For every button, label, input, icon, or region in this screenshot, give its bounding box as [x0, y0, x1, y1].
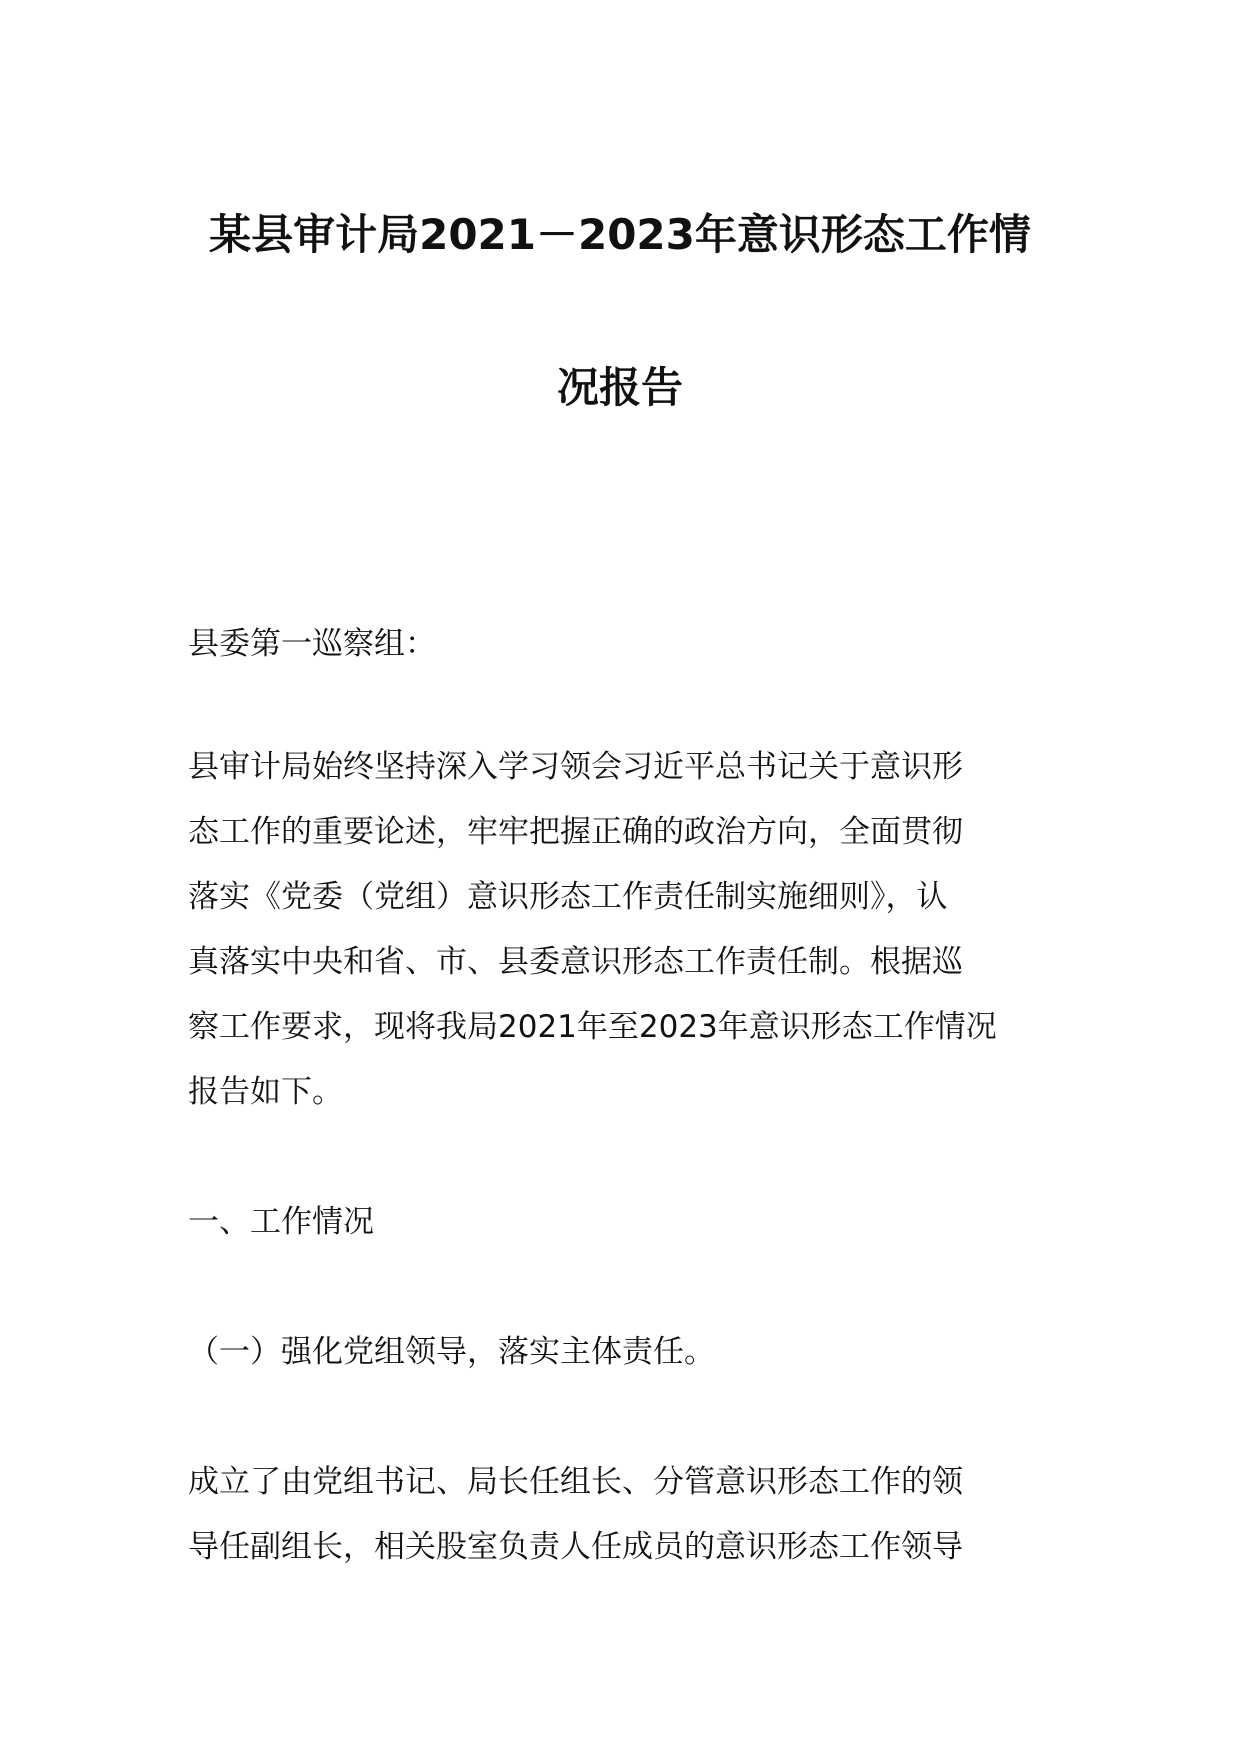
salutation: 县委第一巡察组：	[188, 626, 436, 662]
paragraph-line: 县审计局始终坚持深入学习领会习近平总书记关于意识形	[188, 749, 963, 785]
paragraph-line: 察工作要求，现将我局2021年至2023年意识形态工作情况	[188, 1009, 997, 1045]
paragraph-line: 落实《党委（党组）意识形态工作责任制实施细则》，认	[188, 879, 948, 915]
document-title-line-2: 况报告	[556, 363, 683, 412]
paragraph-line: 成立了由党组书记、局长任组长、分管意识形态工作的领	[188, 1464, 963, 1500]
paragraph-line: 态工作的重要论述，牢牢把握正确的政治方向，全面贯彻	[188, 814, 963, 850]
section-heading: 一、工作情况	[188, 1204, 374, 1240]
subsection-heading: （一）强化党组领导，落实主体责任。	[188, 1334, 715, 1370]
intro-paragraph	[188, 735, 1058, 1125]
paragraph-line: 真落实中央和省、市、县委意识形态工作责任制。根据巡	[188, 944, 963, 980]
document-title-line-1: 某县审计局2021－2023年意识形态工作情	[209, 210, 1031, 259]
paragraph-line: 报告如下。	[188, 1074, 343, 1110]
paragraph-line: 导任副组长，相关股室负责人任成员的意识形态工作领导	[188, 1529, 963, 1565]
body-paragraph	[188, 1450, 1058, 1580]
